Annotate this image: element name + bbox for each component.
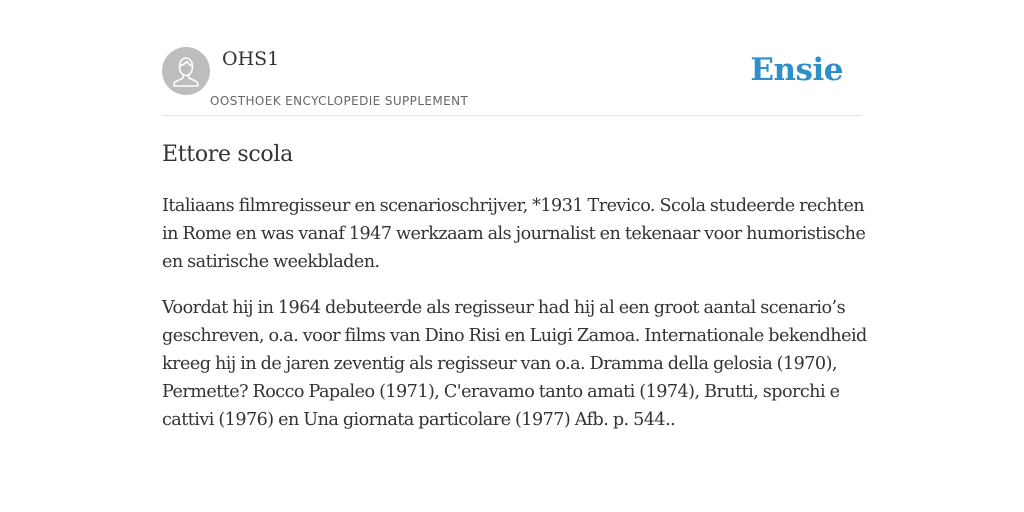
definition-card [162, 0, 867, 512]
user-icon [162, 47, 210, 95]
article-body [162, 192, 874, 452]
card-header [162, 0, 862, 116]
username-link[interactable]: OHS1 [222, 48, 280, 70]
source-label[interactable]: OOSTHOEK ENCYCLOPEDIE SUPPLEMENT [210, 94, 469, 108]
article-paragraph: Voordat hij in 1964 debuteerde als regisseur had hij al een groot aantal scenario’s geschreven, o.a. voor films van Dino Risi en Luigi Zamoa. Internationale bekendheid kreeg hij in de jaren zeventig als regisseur van o.a. Dramma della gelosia (1970), Permette? Rocco Papaleo (1971), C'eravamo tanto amati (1974), Brutti, sporchi e cattivi (1976) en Una giornata particolare (1977) Afb. p. 544.. [162, 298, 867, 430]
article-title: Ettore scola [162, 142, 293, 167]
brand-logo[interactable]: Ensie [750, 52, 843, 88]
article-paragraph: Italiaans filmregisseur en scenarioschrijver, *1931 Trevico. Scola studeerde rechten in Rome en was vanaf 1947 werkzaam als journalist en tekenaar voor humoristische en satirische weekbladen. [162, 196, 866, 272]
avatar[interactable] [162, 47, 210, 95]
